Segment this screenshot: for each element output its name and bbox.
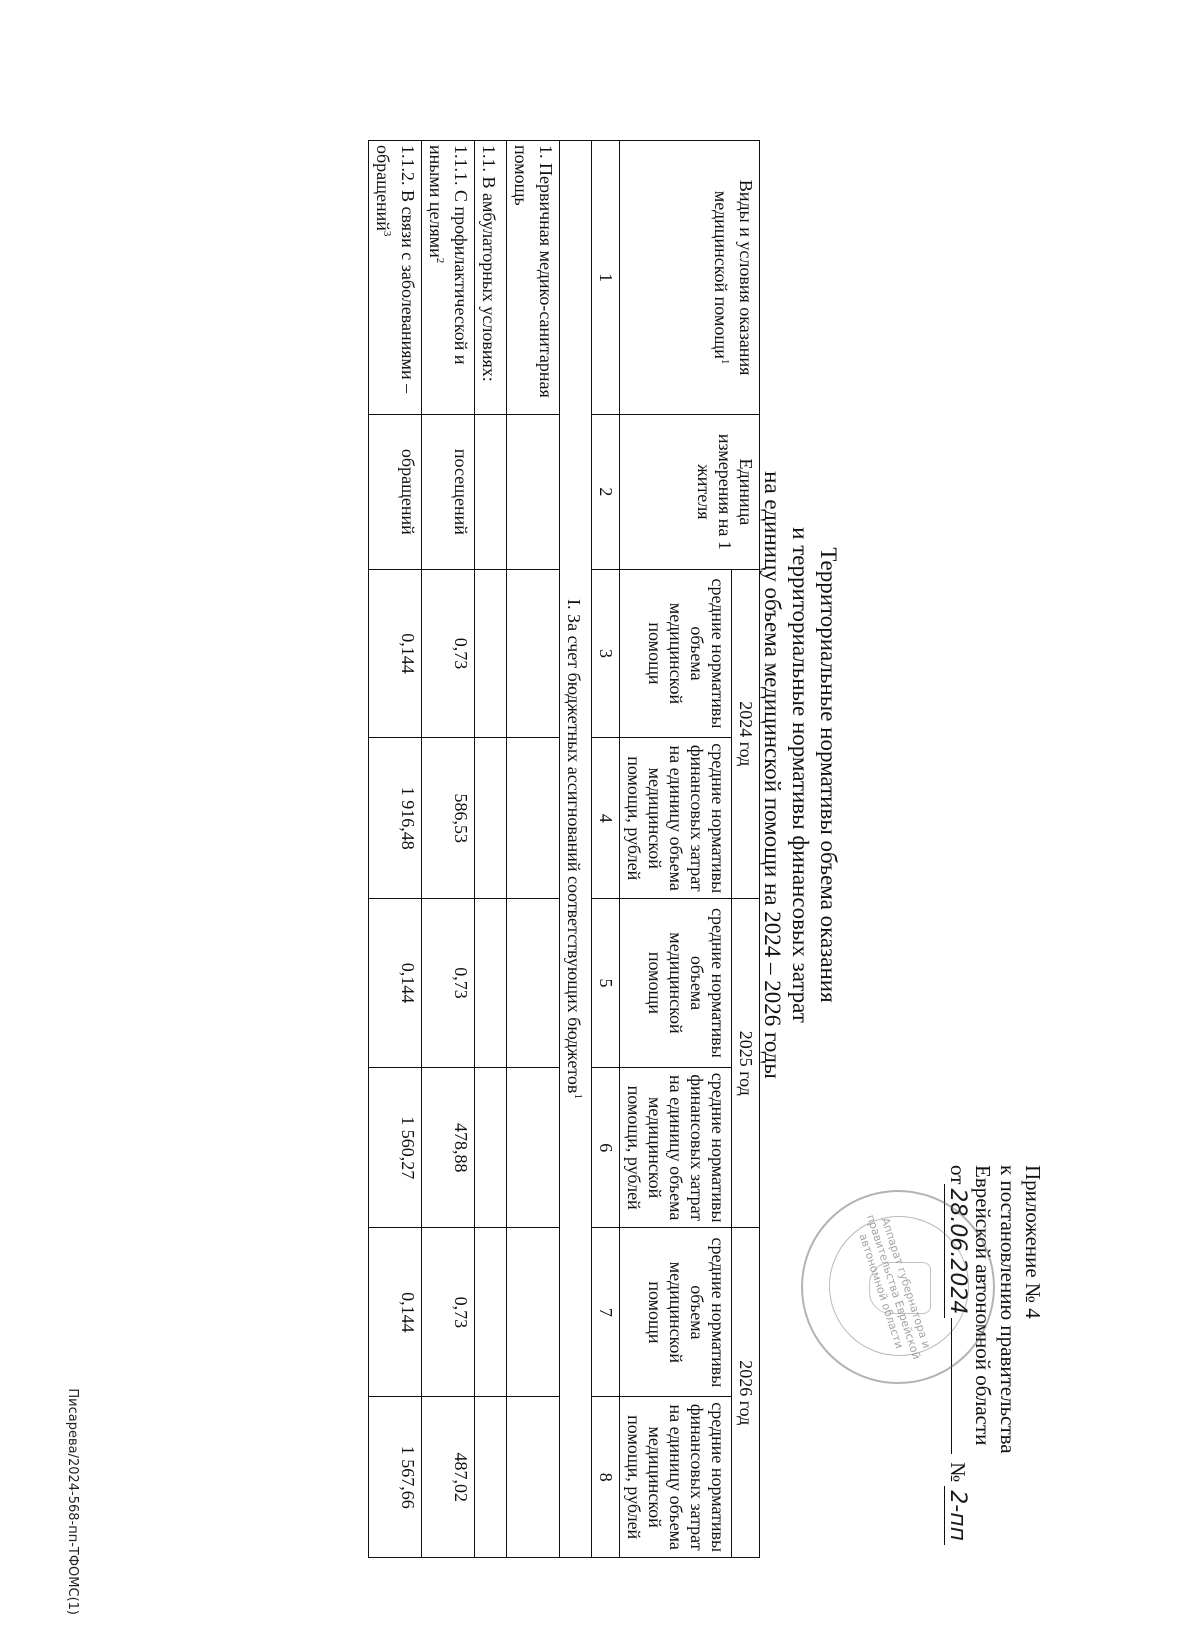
date-prefix: от: [946, 1165, 970, 1185]
table-row: [369, 141, 422, 1558]
value-cell: 478,88: [422, 1067, 475, 1228]
title-line-3: на единицу объема медицинской помощи на 2024 – 2026 годы: [760, 471, 785, 1079]
header-finance-2026: средние нормативы финансовых затрат на единицу объема медицинской помощи, рублей: [620, 1397, 732, 1558]
value-cell: 0,144: [369, 1228, 422, 1397]
value-cell: 586,53: [422, 738, 475, 899]
row-name: 1.1. В амбулаторных условиях:: [475, 141, 507, 415]
value-cell: [507, 1228, 560, 1397]
value-cell: [507, 1397, 560, 1558]
section-row: [560, 141, 592, 1558]
column-number: 5: [592, 899, 620, 1068]
seal-text: Аппарат губернатора и правительства Еврейской автономной области: [856, 1213, 934, 1361]
norms-table: [368, 140, 760, 1558]
row-name: 1. Первичная медико-санитарная помощь: [507, 141, 560, 415]
column-number: 8: [592, 1397, 620, 1558]
appendix-label: Приложение № 4: [1021, 1165, 1045, 1319]
column-number: 3: [592, 569, 620, 738]
row-unit: [507, 415, 560, 569]
header-kind: Виды и условия оказания медицинской помощи$^1$: [620, 141, 760, 415]
value-cell: 1 560,27: [369, 1067, 422, 1228]
column-numbers-row: [592, 141, 620, 1558]
value-cell: [475, 1067, 507, 1228]
column-number: 4: [592, 738, 620, 899]
value-cell: 0,73: [422, 569, 475, 738]
value-cell: [507, 738, 560, 899]
column-number: 6: [592, 1067, 620, 1228]
value-cell: 487,02: [422, 1397, 475, 1558]
header-volume-2026: средние нормативы объема медицинской помощи: [620, 1228, 732, 1397]
column-number: 1: [592, 141, 620, 415]
value-cell: [475, 569, 507, 738]
header-year-2025: 2025 год: [732, 899, 760, 1228]
value-cell: [507, 569, 560, 738]
row-unit: обращений: [369, 415, 422, 569]
file-reference: Писарева/2024-568-пп-ТФОМС(1): [65, 1388, 80, 1615]
section-title: I. За счет бюджетных ассигнований соответствующих бюджетов$^1$: [560, 141, 592, 1558]
row-name: 1.1.1. С профилактической и иными целями$^2$: [422, 141, 475, 415]
region-label: Еврейской автономной области: [971, 1165, 995, 1446]
value-cell: [475, 899, 507, 1068]
handwritten-number: 2-пп: [944, 1486, 970, 1545]
column-number: 7: [592, 1228, 620, 1397]
table-row: [422, 141, 475, 1558]
row-name: 1.1.2. В связи с заболеваниями – обращений$^3$: [369, 141, 422, 415]
document-title: [758, 150, 842, 1400]
value-cell: 0,73: [422, 1228, 475, 1397]
header-row-years: [732, 141, 760, 1558]
header-finance-2024: средние нормативы финансовых затрат на единицу объема медицинской помощи, рублей: [620, 738, 732, 899]
table-row: [475, 141, 507, 1558]
value-cell: [475, 1397, 507, 1558]
handwritten-date: 28.06.2024: [944, 1184, 970, 1318]
value-cell: [475, 1228, 507, 1397]
header-year-2026: 2026 год: [732, 1228, 760, 1558]
value-cell: 1 916,48: [369, 738, 422, 899]
value-cell: [507, 1067, 560, 1228]
header-year-2024: 2024 год: [732, 569, 760, 898]
number-label: №: [946, 1462, 970, 1483]
title-line-2: и территориальные нормативы финансовых затрат: [788, 527, 813, 1023]
value-cell: 1 567,66: [369, 1397, 422, 1558]
row-unit: посещений: [422, 415, 475, 569]
value-cell: [507, 899, 560, 1068]
header-finance-2025: средние нормативы финансовых затрат на единицу объема медицинской помощи, рублей: [620, 1067, 732, 1228]
header-volume-2025: средние нормативы объема медицинской помощи: [620, 899, 732, 1068]
value-cell: 0,144: [369, 569, 422, 738]
value-cell: 0,144: [369, 899, 422, 1068]
header-volume-2024: средние нормативы объема медицинской помощи: [620, 569, 732, 738]
column-number: 2: [592, 415, 620, 569]
resolution-label: к постановлению правительства: [996, 1165, 1020, 1454]
title-line-1: Территориальные нормативы объема оказания: [816, 547, 841, 1003]
value-cell: [475, 738, 507, 899]
table-row: [507, 141, 560, 1558]
header-unit: Единица измерения на 1 жителя: [620, 415, 760, 569]
row-unit: [475, 415, 507, 569]
value-cell: 0,73: [422, 899, 475, 1068]
